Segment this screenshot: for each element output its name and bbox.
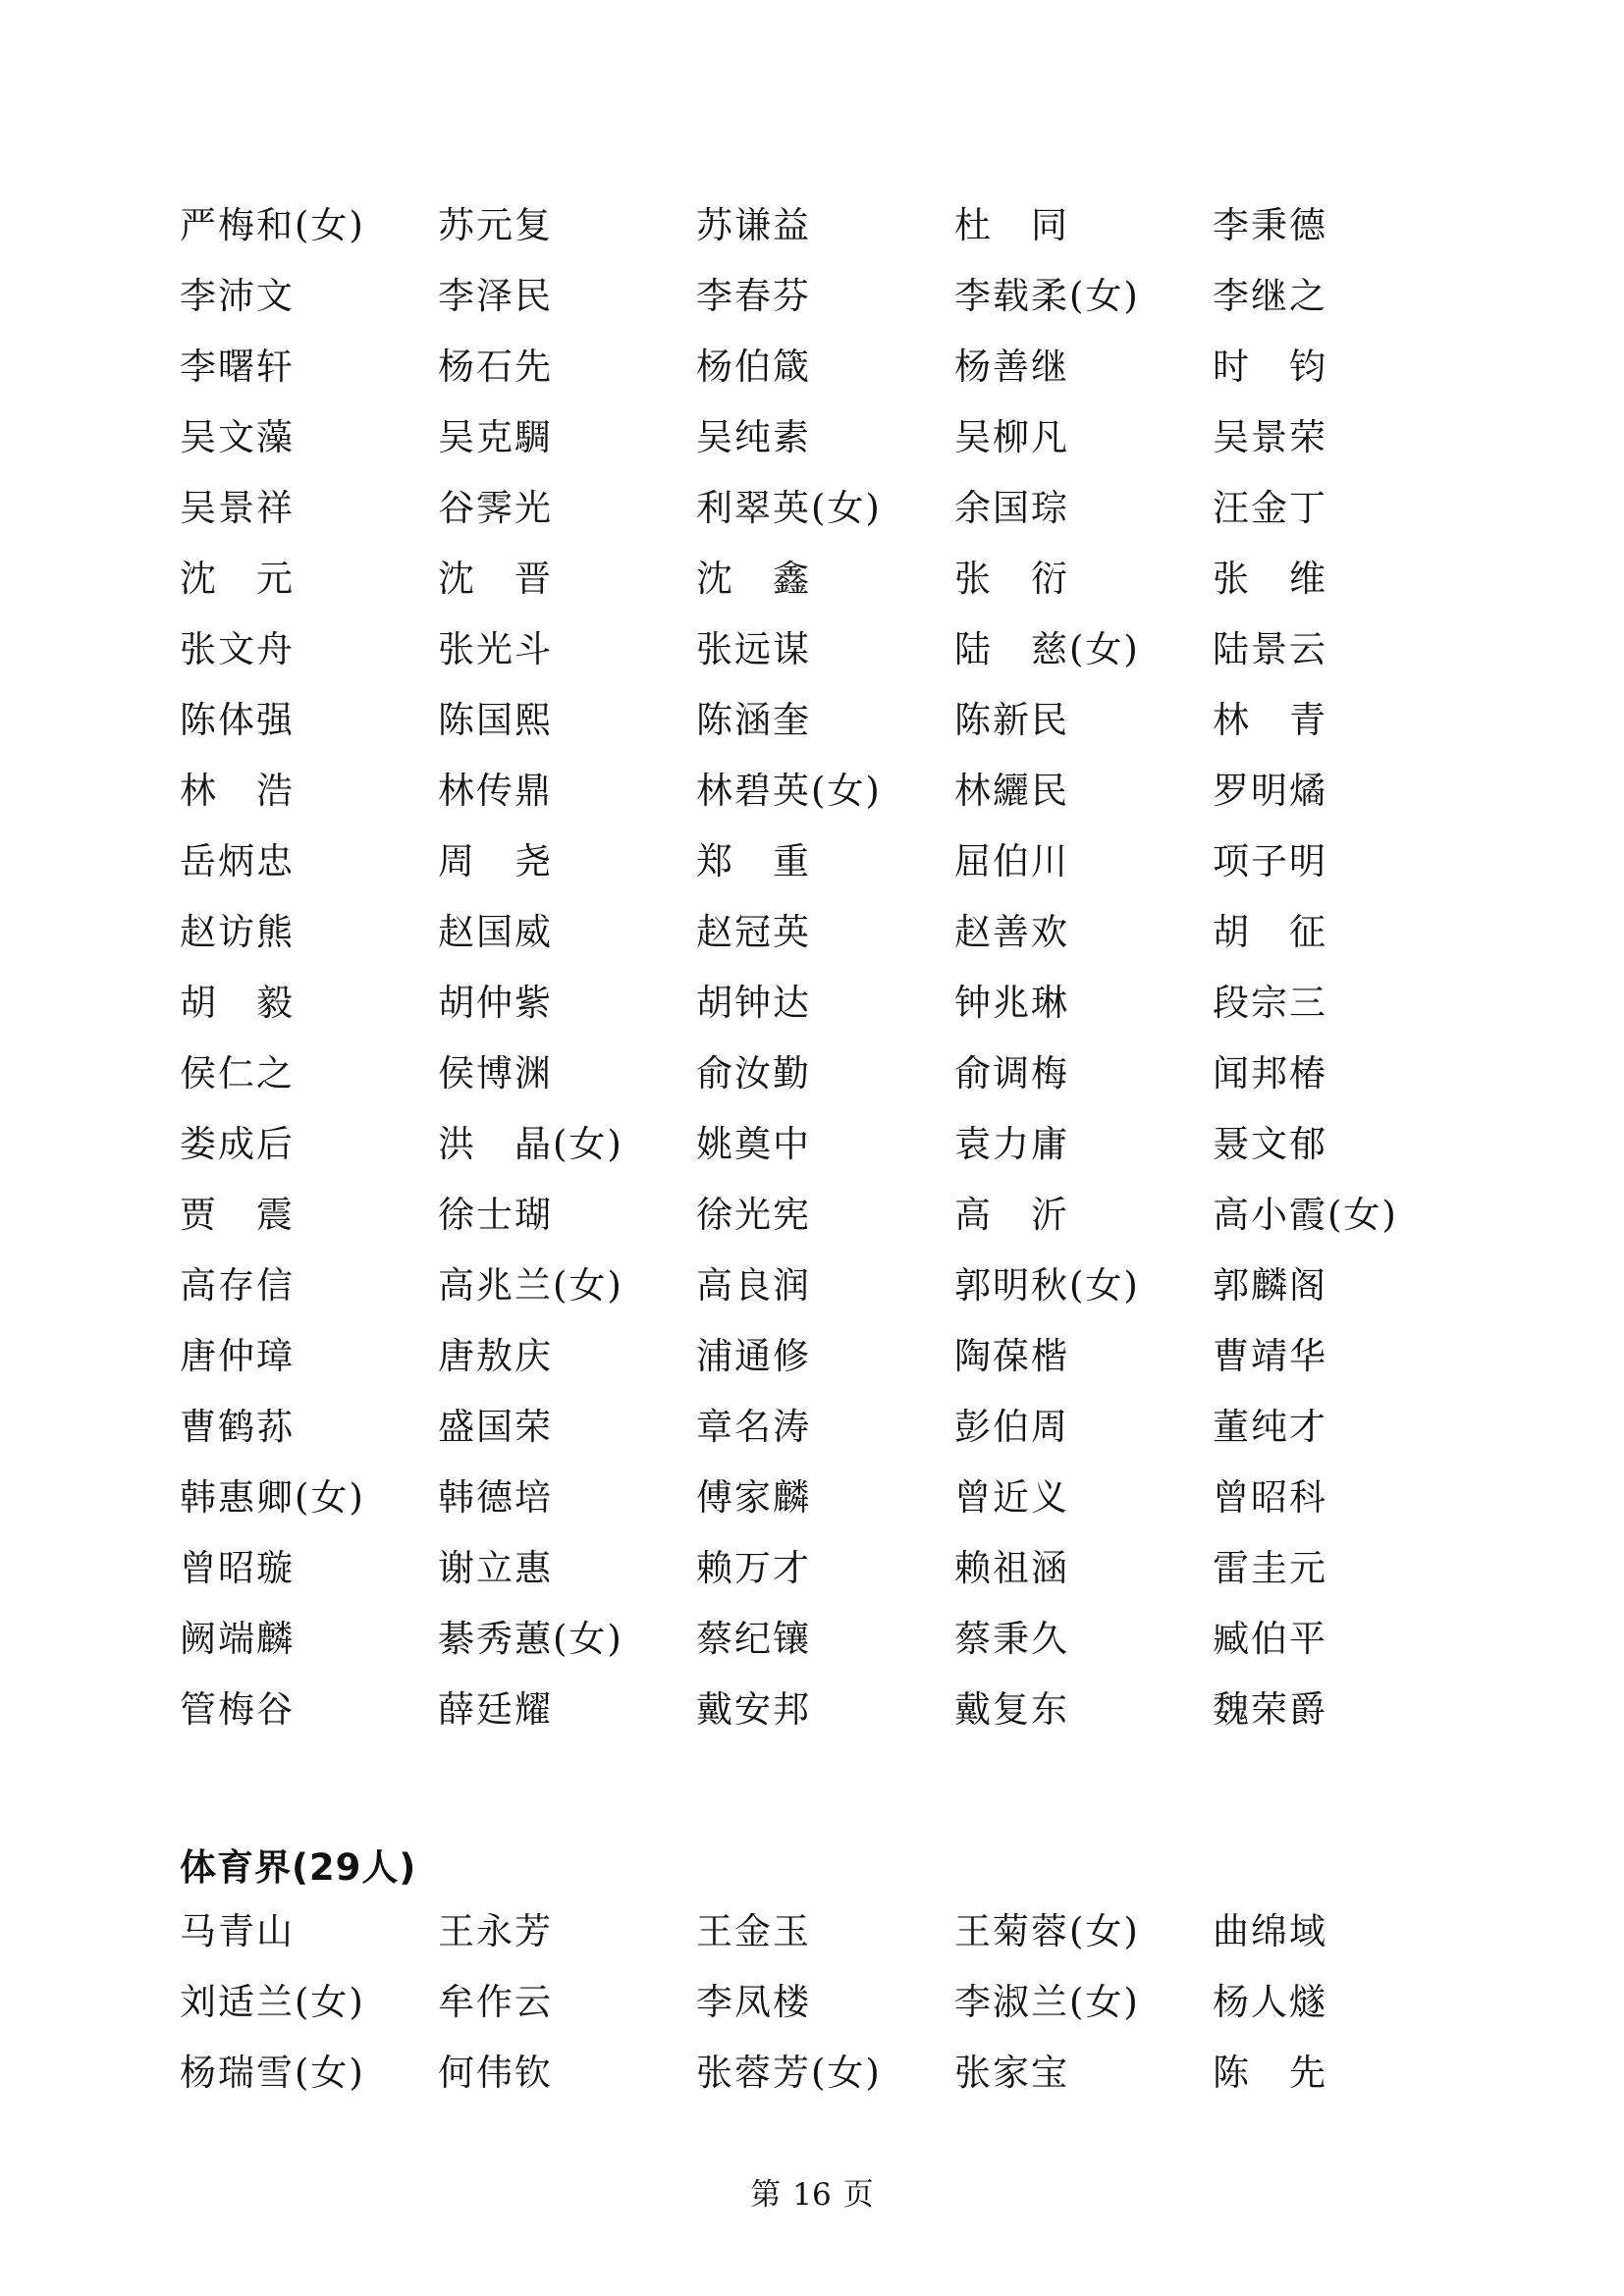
name-cell: 曹靖华	[1213, 1335, 1327, 1377]
name-cell: 杜 同	[954, 204, 1069, 246]
name-cell: 李淑兰(女)	[954, 1981, 1140, 2023]
name-cell: 魏荣爵	[1213, 1688, 1327, 1731]
name-cell: 张家宝	[954, 2052, 1069, 2094]
name-cell: 吴克騆	[438, 416, 553, 458]
name-cell: 沈 晋	[438, 558, 553, 600]
name-cell: 章名涛	[696, 1406, 811, 1448]
name-cell: 唐敖庆	[438, 1335, 553, 1377]
name-cell: 陈国熙	[438, 699, 553, 741]
name-cell: 陆景云	[1213, 628, 1327, 670]
name-cell: 岳炳忠	[180, 840, 295, 882]
name-cell: 傅家麟	[696, 1476, 811, 1519]
name-cell: 陆 慈(女)	[954, 628, 1140, 670]
name-cell: 高存信	[180, 1264, 295, 1307]
name-cell: 王菊蓉(女)	[954, 1910, 1140, 1952]
name-row	[180, 540, 1476, 611]
name-cell: 周 尧	[438, 840, 553, 882]
name-cell: 余国琮	[954, 487, 1069, 529]
page-footer	[0, 2169, 1624, 2214]
name-cell: 李春芬	[696, 275, 811, 317]
name-cell: 林纚民	[954, 770, 1069, 812]
name-cell: 牟作云	[438, 1981, 553, 2023]
name-row	[180, 1105, 1476, 1176]
name-cell: 林 青	[1213, 699, 1327, 741]
name-cell: 吴柳凡	[954, 416, 1069, 458]
page-suffix: 页	[842, 2177, 874, 2213]
name-cell: 李凤楼	[696, 1981, 811, 2023]
name-cell: 项子明	[1213, 840, 1327, 882]
name-row	[180, 1529, 1476, 1600]
name-row	[180, 893, 1476, 964]
name-cell: 罗明燏	[1213, 770, 1327, 812]
name-cell: 赖祖涵	[954, 1547, 1069, 1589]
name-cell: 戴复东	[954, 1688, 1069, 1731]
name-cell: 沈 鑫	[696, 558, 811, 600]
name-row	[180, 1317, 1476, 1388]
name-cell: 盛国荣	[438, 1406, 553, 1448]
name-list	[180, 187, 1476, 1741]
name-row	[180, 469, 1476, 540]
name-cell: 陈涵奎	[696, 699, 811, 741]
name-row	[180, 1176, 1476, 1247]
name-cell: 陈 先	[1213, 2052, 1327, 2094]
name-cell: 吴文藻	[180, 416, 295, 458]
name-cell: 林碧英(女)	[696, 770, 882, 812]
name-cell: 时 钧	[1213, 346, 1327, 388]
name-cell: 张光斗	[438, 628, 553, 670]
name-cell: 刘适兰(女)	[180, 1981, 365, 2023]
name-cell: 唐仲璋	[180, 1335, 295, 1377]
name-row	[180, 328, 1476, 399]
section-title: 体育界(29人)	[180, 1846, 417, 1889]
name-row	[180, 681, 1476, 752]
name-cell: 姚奠中	[696, 1123, 811, 1165]
name-row	[180, 1035, 1476, 1105]
name-cell: 李载柔(女)	[954, 275, 1140, 317]
name-cell: 钟兆琳	[954, 982, 1069, 1024]
name-cell: 杨伯箴	[696, 346, 811, 388]
name-cell: 曾近义	[954, 1476, 1069, 1519]
name-cell: 王金玉	[696, 1910, 811, 1952]
name-cell: 郭麟阁	[1213, 1264, 1327, 1307]
name-cell: 马青山	[180, 1910, 295, 1952]
name-cell: 张 维	[1213, 558, 1327, 600]
name-cell: 赵善欢	[954, 911, 1069, 953]
name-row	[180, 964, 1476, 1035]
name-row	[180, 1247, 1476, 1317]
name-cell: 陈新民	[954, 699, 1069, 741]
name-cell: 徐士瑚	[438, 1194, 553, 1236]
name-cell: 俞汝勤	[696, 1052, 811, 1095]
name-cell: 袁力庸	[954, 1123, 1069, 1165]
name-cell: 侯博渊	[438, 1052, 553, 1095]
name-cell: 高良润	[696, 1264, 811, 1307]
name-row	[180, 611, 1476, 681]
name-cell: 赖万才	[696, 1547, 811, 1589]
name-cell: 杨石先	[438, 346, 553, 388]
name-cell: 韩惠卿(女)	[180, 1476, 365, 1519]
name-cell: 管梅谷	[180, 1688, 295, 1731]
name-cell: 綦秀蕙(女)	[438, 1618, 623, 1660]
name-cell: 陈体强	[180, 699, 295, 741]
name-cell: 蔡纪镶	[696, 1618, 811, 1660]
name-cell: 高小霞(女)	[1213, 1194, 1398, 1236]
name-cell: 李泽民	[438, 275, 553, 317]
name-cell: 严梅和(女)	[180, 204, 365, 246]
name-cell: 杨瑞雪(女)	[180, 2052, 365, 2094]
name-cell: 林传鼎	[438, 770, 553, 812]
name-row	[180, 257, 1476, 328]
name-cell: 吴纯素	[696, 416, 811, 458]
page-number: 16	[792, 2177, 832, 2213]
name-cell: 洪 晶(女)	[438, 1123, 623, 1165]
name-row	[180, 1893, 1476, 1963]
name-cell: 吴景荣	[1213, 416, 1327, 458]
name-cell: 郭明秋(女)	[954, 1264, 1140, 1307]
name-cell: 娄成后	[180, 1123, 295, 1165]
name-cell: 胡仲紫	[438, 982, 553, 1024]
name-cell: 何伟钦	[438, 2052, 553, 2094]
name-row	[180, 752, 1476, 823]
name-cell: 彭伯周	[954, 1406, 1069, 1448]
name-cell: 韩德培	[438, 1476, 553, 1519]
name-cell: 王永芳	[438, 1910, 553, 1952]
name-row	[180, 1388, 1476, 1459]
name-cell: 聂文郁	[1213, 1123, 1327, 1165]
name-cell: 贾 震	[180, 1194, 295, 1236]
name-cell: 闻邦椿	[1213, 1052, 1327, 1095]
name-cell: 苏元复	[438, 204, 553, 246]
name-cell: 汪金丁	[1213, 487, 1327, 529]
name-cell: 阙端麟	[180, 1618, 295, 1660]
name-cell: 林 浩	[180, 770, 295, 812]
name-cell: 郑 重	[696, 840, 811, 882]
name-cell: 谷霁光	[438, 487, 553, 529]
name-cell: 张蓉芳(女)	[696, 2052, 882, 2094]
name-cell: 臧伯平	[1213, 1618, 1327, 1660]
name-cell: 苏谦益	[696, 204, 811, 246]
name-cell: 张 衍	[954, 558, 1069, 600]
name-cell: 杨善继	[954, 346, 1069, 388]
name-cell: 李沛文	[180, 275, 295, 317]
name-cell: 薛廷耀	[438, 1688, 553, 1731]
name-cell: 段宗三	[1213, 982, 1327, 1024]
sports-name-list	[180, 1893, 1476, 2105]
name-cell: 张文舟	[180, 628, 295, 670]
name-cell: 曹鹤荪	[180, 1406, 295, 1448]
name-row	[180, 1963, 1476, 2034]
name-cell: 沈 元	[180, 558, 295, 600]
name-row	[180, 1600, 1476, 1671]
name-cell: 徐光宪	[696, 1194, 811, 1236]
name-cell: 高兆兰(女)	[438, 1264, 623, 1307]
name-cell: 蔡秉久	[954, 1618, 1069, 1660]
name-cell: 赵访熊	[180, 911, 295, 953]
name-cell: 曾昭璇	[180, 1547, 295, 1589]
name-cell: 屈伯川	[954, 840, 1069, 882]
name-cell: 赵国威	[438, 911, 553, 953]
name-row	[180, 2034, 1476, 2105]
name-cell: 胡 毅	[180, 982, 295, 1024]
name-row	[180, 399, 1476, 469]
name-cell: 李继之	[1213, 275, 1327, 317]
name-row	[180, 1671, 1476, 1741]
name-row	[180, 823, 1476, 893]
name-cell: 侯仁之	[180, 1052, 295, 1095]
name-row	[180, 1459, 1476, 1529]
name-cell: 利翠英(女)	[696, 487, 882, 529]
name-cell: 戴安邦	[696, 1688, 811, 1731]
name-cell: 曲绵域	[1213, 1910, 1327, 1952]
page-prefix: 第	[750, 2177, 782, 2213]
name-cell: 杨人燧	[1213, 1981, 1327, 2023]
name-cell: 董纯才	[1213, 1406, 1327, 1448]
name-row	[180, 187, 1476, 257]
name-cell: 雷圭元	[1213, 1547, 1327, 1589]
name-cell: 胡 征	[1213, 911, 1327, 953]
name-cell: 俞调梅	[954, 1052, 1069, 1095]
name-cell: 胡钟达	[696, 982, 811, 1024]
name-cell: 曾昭科	[1213, 1476, 1327, 1519]
name-cell: 李秉德	[1213, 204, 1327, 246]
name-cell: 赵冠英	[696, 911, 811, 953]
name-cell: 吴景祥	[180, 487, 295, 529]
name-cell: 李曙轩	[180, 346, 295, 388]
name-cell: 浦通修	[696, 1335, 811, 1377]
name-cell: 谢立惠	[438, 1547, 553, 1589]
name-cell: 张远谋	[696, 628, 811, 670]
name-cell: 陶葆楷	[954, 1335, 1069, 1377]
name-cell: 高 沂	[954, 1194, 1069, 1236]
